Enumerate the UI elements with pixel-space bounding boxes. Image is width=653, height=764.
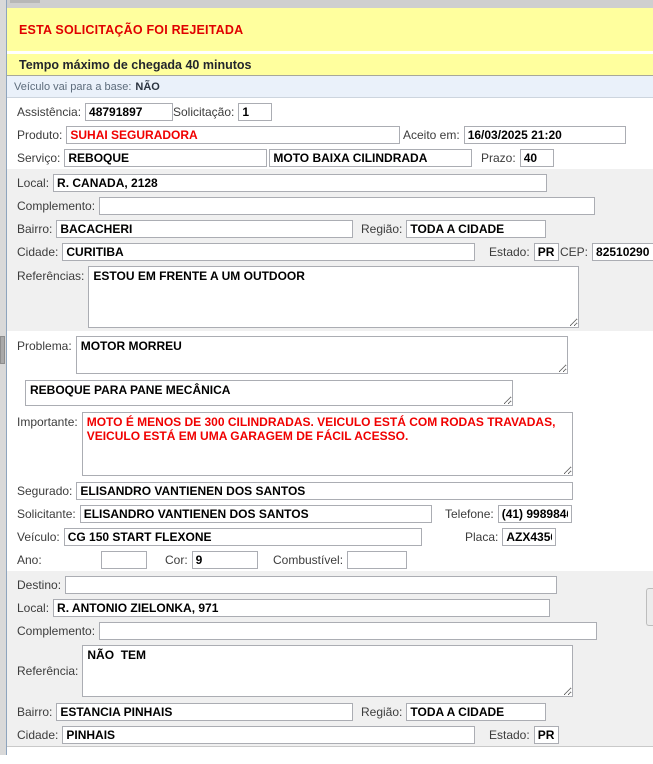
- vehicle-to-base-strip: [7, 76, 653, 98]
- importante-textarea[interactable]: [82, 412, 573, 476]
- regiao1-input[interactable]: [406, 220, 546, 238]
- prazo-label: Prazo:: [481, 150, 516, 165]
- cor-input[interactable]: [192, 551, 258, 569]
- window-top-tab: [10, 0, 40, 3]
- problema-textarea[interactable]: [76, 336, 568, 374]
- complemento2-label: Complemento:: [17, 623, 96, 638]
- row-complemento-origem: [7, 194, 653, 217]
- vehicle-to-base-label: Veículo vai para a base:: [14, 80, 132, 93]
- solicitante-input[interactable]: [80, 505, 432, 523]
- bairro1-input[interactable]: [56, 220, 353, 238]
- regiao2-label: Região:: [361, 704, 403, 719]
- prazo-input[interactable]: [520, 149, 554, 167]
- row-produto: [7, 123, 653, 146]
- row-bairro-destino: [7, 700, 653, 723]
- window-top-edge: [0, 0, 653, 8]
- row-problema: [7, 333, 653, 377]
- placa-input[interactable]: [502, 528, 556, 546]
- servico-tipo-input[interactable]: [269, 149, 472, 167]
- cep-input[interactable]: [592, 243, 653, 261]
- bairro2-input[interactable]: [56, 703, 353, 721]
- assistencia-label: Assistência:: [17, 104, 82, 119]
- solicitante-label: Solicitante:: [17, 506, 76, 521]
- referencias-textarea[interactable]: [88, 266, 579, 328]
- destination-address-group: [7, 571, 653, 746]
- regiao1-label: Região:: [361, 221, 403, 236]
- bairro1-label: Bairro:: [17, 221, 53, 236]
- problema-label: Problema:: [17, 339, 72, 353]
- request-form: [7, 8, 653, 764]
- rejected-banner-text: ESTA SOLICITAÇÃO FOI REJEITADA: [19, 22, 244, 37]
- cidade1-label: Cidade:: [17, 244, 59, 259]
- local1-label: Local:: [17, 175, 50, 190]
- aceito-em-input[interactable]: [464, 126, 626, 144]
- aceito-em-label: Aceito em:: [403, 127, 460, 142]
- row-referencias: [7, 263, 653, 331]
- cidade2-label: Cidade:: [17, 727, 59, 742]
- problem-group: [7, 331, 653, 571]
- vehicle-to-base-value: NÃO: [135, 80, 160, 93]
- complemento2-input[interactable]: [99, 622, 597, 640]
- estado2-label: Estado:: [489, 727, 530, 742]
- produto-input[interactable]: [66, 126, 400, 144]
- combustivel-label: Combustível:: [273, 552, 344, 567]
- problema-extra-textarea[interactable]: [25, 380, 513, 406]
- estado2-input[interactable]: [534, 726, 559, 744]
- row-complemento-destino: [7, 619, 653, 642]
- row-cidade-destino: [7, 723, 653, 746]
- telefone-label: Telefone:: [445, 506, 494, 521]
- estado1-label: Estado:: [489, 244, 530, 259]
- max-arrival-text: Tempo máximo de chegada 40 minutos: [19, 57, 252, 72]
- local1-input[interactable]: [53, 174, 547, 192]
- cor-label: Cor:: [165, 552, 188, 567]
- referencia2-label: Referência:: [17, 664, 79, 678]
- right-scrollbar-thumb[interactable]: [646, 588, 653, 626]
- placa-label: Placa:: [465, 529, 499, 544]
- row-bairro-origem: [7, 217, 653, 240]
- bottom-filler: [7, 746, 653, 764]
- local2-input[interactable]: [53, 599, 550, 617]
- row-assistencia: [7, 100, 653, 123]
- row-ano-cor-combustivel: [7, 548, 653, 571]
- produto-label: Produto:: [17, 127, 63, 142]
- row-veiculo: [7, 525, 653, 548]
- left-scrollbar-thumb[interactable]: [0, 336, 5, 364]
- cidade1-input[interactable]: [62, 243, 475, 261]
- solicitacao-label: Solicitação:: [173, 104, 235, 119]
- row-solicitante: [7, 502, 653, 525]
- veiculo-input[interactable]: [64, 528, 422, 546]
- row-servico: [7, 146, 653, 169]
- combustivel-input[interactable]: [347, 551, 407, 569]
- row-problema-extra: [7, 377, 653, 409]
- referencia2-textarea[interactable]: [82, 645, 573, 697]
- destino-label: Destino:: [17, 577, 62, 592]
- ano-input[interactable]: [101, 551, 147, 569]
- row-importante: [7, 409, 653, 479]
- regiao2-input[interactable]: [406, 703, 546, 721]
- origin-address-group: [7, 169, 653, 331]
- row-local-origem: [7, 171, 653, 194]
- importante-label: Importante:: [17, 415, 78, 429]
- referencias-label: Referências:: [17, 269, 85, 283]
- segurado-input[interactable]: [76, 482, 573, 500]
- left-scrollbar-track[interactable]: [0, 0, 7, 755]
- ano-label: Ano:: [17, 552, 42, 567]
- max-arrival-banner: [7, 54, 653, 76]
- row-local-destino: [7, 596, 653, 619]
- local2-label: Local:: [17, 600, 50, 615]
- segurado-label: Segurado:: [17, 483, 73, 498]
- cidade2-input[interactable]: [62, 726, 475, 744]
- servico-label: Serviço:: [17, 150, 61, 165]
- estado1-input[interactable]: [534, 243, 559, 261]
- veiculo-label: Veículo:: [17, 529, 60, 544]
- rejected-banner: [7, 8, 653, 51]
- cep-label: CEP:: [560, 244, 589, 259]
- row-destino: [7, 573, 653, 596]
- row-cidade-origem: [7, 240, 653, 263]
- assistencia-input[interactable]: [85, 103, 173, 121]
- solicitacao-input[interactable]: [238, 103, 272, 121]
- service-info-group: [7, 98, 653, 169]
- servico-input[interactable]: [64, 149, 267, 167]
- row-referencia-destino: [7, 642, 653, 700]
- row-segurado: [7, 479, 653, 502]
- complemento1-input[interactable]: [99, 197, 595, 215]
- destino-input[interactable]: [65, 576, 557, 594]
- telefone-input[interactable]: [498, 505, 572, 523]
- complemento1-label: Complemento:: [17, 198, 96, 213]
- bairro2-label: Bairro:: [17, 704, 53, 719]
